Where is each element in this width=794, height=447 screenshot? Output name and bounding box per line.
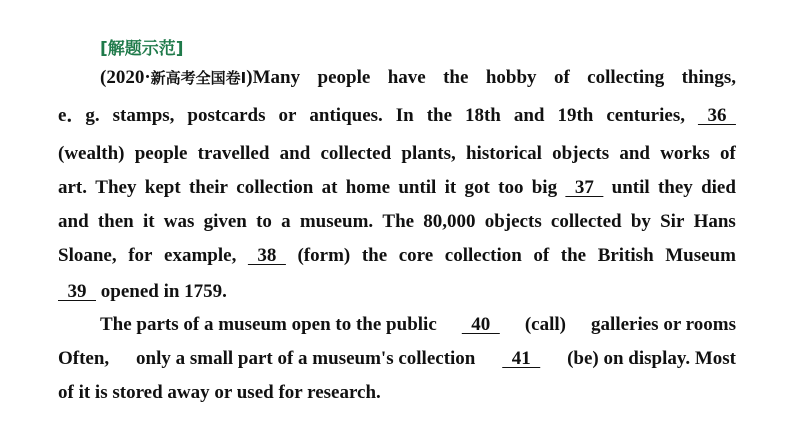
word: kept (144, 177, 181, 198)
word: people (134, 143, 188, 164)
word: at (321, 177, 338, 198)
word: collecting (587, 67, 665, 88)
blank-39: 39 (58, 281, 96, 302)
word: works (660, 143, 710, 164)
word: and (58, 211, 89, 232)
source-citation: (2020·新高考全国卷Ⅰ)Many (100, 67, 301, 88)
passage-line-3 (58, 142, 736, 166)
word: museum. (299, 211, 374, 232)
word: the (361, 245, 388, 266)
word: a (281, 211, 291, 232)
text-run: (be) on display. Most (567, 348, 736, 369)
word: Sloane, (58, 245, 117, 266)
word: Sir (660, 211, 685, 232)
word: it (142, 211, 155, 232)
word: things, (681, 67, 736, 88)
text-run: galleries or rooms (591, 314, 736, 335)
word: (form) (297, 245, 351, 266)
word: antiques. (309, 105, 383, 126)
word: example, (164, 245, 237, 266)
word: objects (552, 143, 610, 164)
word: the (560, 245, 587, 266)
word: was (163, 211, 195, 232)
word: got (464, 177, 490, 198)
word: to (256, 211, 272, 232)
passage-line-5 (58, 210, 736, 234)
passage-line-10 (58, 381, 381, 405)
word: by (630, 211, 651, 232)
word: and (279, 143, 311, 164)
section-heading: [解题示范] (100, 39, 184, 59)
passage-line-2 (58, 104, 736, 128)
word: then (97, 211, 134, 232)
word: postcards (187, 105, 266, 126)
word: home (345, 177, 391, 198)
word: core (398, 245, 434, 266)
word: have (387, 67, 426, 88)
word: e．g. (58, 105, 100, 126)
word: they (657, 177, 693, 198)
word: or (278, 105, 297, 126)
word: plants, (401, 143, 456, 164)
word: until (398, 177, 437, 198)
word: people (317, 67, 371, 88)
blank-37: 37 (565, 177, 604, 198)
word: their (188, 177, 228, 198)
word: centuries, (606, 105, 685, 126)
word: Museum (665, 245, 736, 266)
word: too (498, 177, 524, 198)
word: 18th (464, 105, 501, 126)
passage-line-7 (58, 280, 227, 304)
word: big (531, 177, 558, 198)
word: given (203, 211, 247, 232)
word: for (128, 245, 153, 266)
word: the (443, 67, 469, 88)
text-run: of it is stored away or used for research. (58, 382, 381, 403)
blank-40: 40 (461, 314, 500, 335)
word: In (395, 105, 414, 126)
text-run: only a small part of a museum's collection (136, 348, 476, 369)
word: objects (484, 211, 542, 232)
word: Hans (693, 211, 736, 232)
blank-41: 41 (502, 348, 541, 369)
word: travelled (197, 143, 270, 164)
passage-line-9 (58, 347, 736, 371)
word: collected (320, 143, 392, 164)
blank-36: 36 (697, 105, 736, 126)
word: British (597, 245, 654, 266)
word: until (611, 177, 650, 198)
word: collection (236, 177, 314, 198)
word: 19th (557, 105, 594, 126)
word: of (553, 67, 570, 88)
passage-line-6 (58, 244, 736, 268)
word: 80,000 (423, 211, 476, 232)
word: and (619, 143, 650, 164)
word: the (426, 105, 453, 126)
text-run: opened in 1759. (100, 281, 227, 302)
word: hobby (485, 67, 537, 88)
word: stamps, (112, 105, 175, 126)
word: of (720, 143, 736, 164)
blank-38: 38 (247, 245, 286, 266)
word: They (95, 177, 137, 198)
word: (wealth) (58, 143, 125, 164)
word: Often, (58, 348, 110, 369)
word: art. (58, 177, 88, 198)
passage-line-4 (58, 176, 736, 200)
passage-line-8 (100, 313, 736, 337)
word: The (382, 211, 415, 232)
text-run: The parts of a museum open to the public (100, 314, 437, 335)
word: of (533, 245, 550, 266)
word: (call) (524, 314, 566, 335)
passage-line-1 (100, 66, 736, 90)
word: collection (444, 245, 522, 266)
word: collected (550, 211, 622, 232)
word: historical (465, 143, 542, 164)
word: and (513, 105, 545, 126)
word: died (701, 177, 736, 198)
word: it (444, 177, 457, 198)
